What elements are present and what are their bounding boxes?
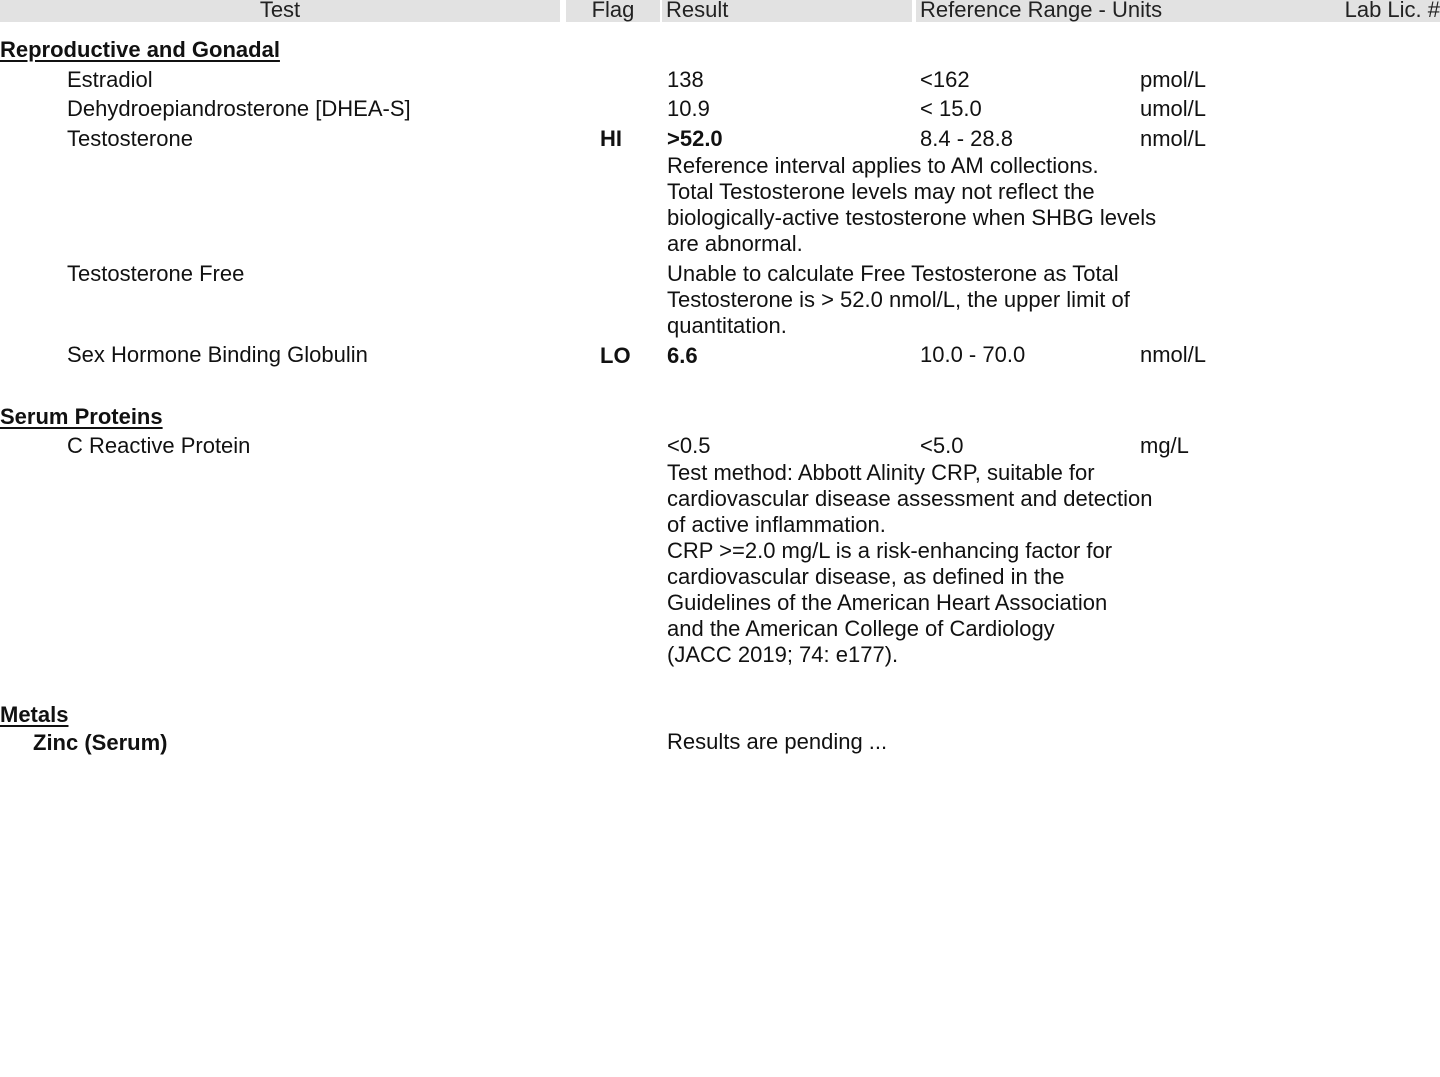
note-crp: Test method: Abbott Alinity CRP, suitable for cardiovascular disease assessment and detection of active inflammation. CRP >=2.0 mg/L is a risk-enhancing factor for cardiovascular disease, as defined in the Guidelines of the American Heart Association and the American College of Cardiology (JACC 2019; 74: e177). bbox=[667, 460, 1153, 667]
header-reference-cell bbox=[916, 0, 1440, 22]
test-name-free-testosterone: Testosterone Free bbox=[67, 261, 245, 286]
flag-shbg: LO bbox=[600, 343, 631, 368]
result-zinc: Results are pending ... bbox=[667, 729, 888, 754]
test-name-estradiol: Estradiol bbox=[67, 67, 153, 92]
test-name-crp: C Reactive Protein bbox=[67, 433, 251, 458]
header-result: Result bbox=[666, 0, 729, 22]
range-estradiol: <162 bbox=[920, 67, 970, 92]
test-name-zinc: Zinc (Serum) bbox=[33, 730, 168, 755]
units-dhea: umol/L bbox=[1140, 96, 1207, 121]
header-result-cell bbox=[662, 0, 912, 22]
units-crp: mg/L bbox=[1140, 433, 1189, 458]
test-name-testosterone: Testosterone bbox=[67, 126, 193, 151]
flag-testosterone: HI bbox=[600, 126, 622, 151]
units-testosterone: nmol/L bbox=[1140, 126, 1207, 151]
result-estradiol: 138 bbox=[667, 67, 704, 92]
units-estradiol: pmol/L bbox=[1140, 67, 1207, 92]
section-title-reproductive: Reproductive and Gonadal bbox=[0, 37, 280, 62]
test-name-dhea: Dehydroepiandrosterone [DHEA-S] bbox=[67, 96, 411, 121]
result-shbg: 6.6 bbox=[667, 343, 698, 368]
result-crp: <0.5 bbox=[667, 433, 711, 458]
header-test: Test bbox=[259, 0, 301, 22]
result-dhea: 10.9 bbox=[667, 96, 710, 121]
header-lablic: Lab Lic. # bbox=[1344, 0, 1440, 22]
section-title-serum-proteins: Serum Proteins bbox=[0, 404, 163, 429]
range-crp: <5.0 bbox=[920, 433, 964, 458]
test-name-shbg: Sex Hormone Binding Globulin bbox=[67, 342, 368, 367]
note-testosterone: Reference interval applies to AM collections. Total Testosterone levels may not reflect the biologically-active testosterone when SHBG levels are abnormal. bbox=[667, 153, 1157, 256]
result-testosterone: >52.0 bbox=[667, 126, 723, 151]
range-dhea: < 15.0 bbox=[920, 96, 982, 121]
header-test-cell bbox=[0, 0, 560, 22]
units-shbg: nmol/L bbox=[1140, 342, 1207, 367]
header-reference: Reference Range - Units bbox=[920, 0, 1163, 22]
range-testosterone: 8.4 - 28.8 bbox=[920, 126, 1013, 151]
section-title-metals: Metals bbox=[0, 702, 69, 727]
header-flag: Flag bbox=[591, 0, 635, 22]
range-shbg: 10.0 - 70.0 bbox=[920, 342, 1026, 367]
note-free-testosterone: Unable to calculate Free Testosterone as Total Testosterone is > 52.0 nmol/L, the upper limit of quantitation. bbox=[667, 261, 1130, 338]
header-flag-cell bbox=[566, 0, 660, 22]
